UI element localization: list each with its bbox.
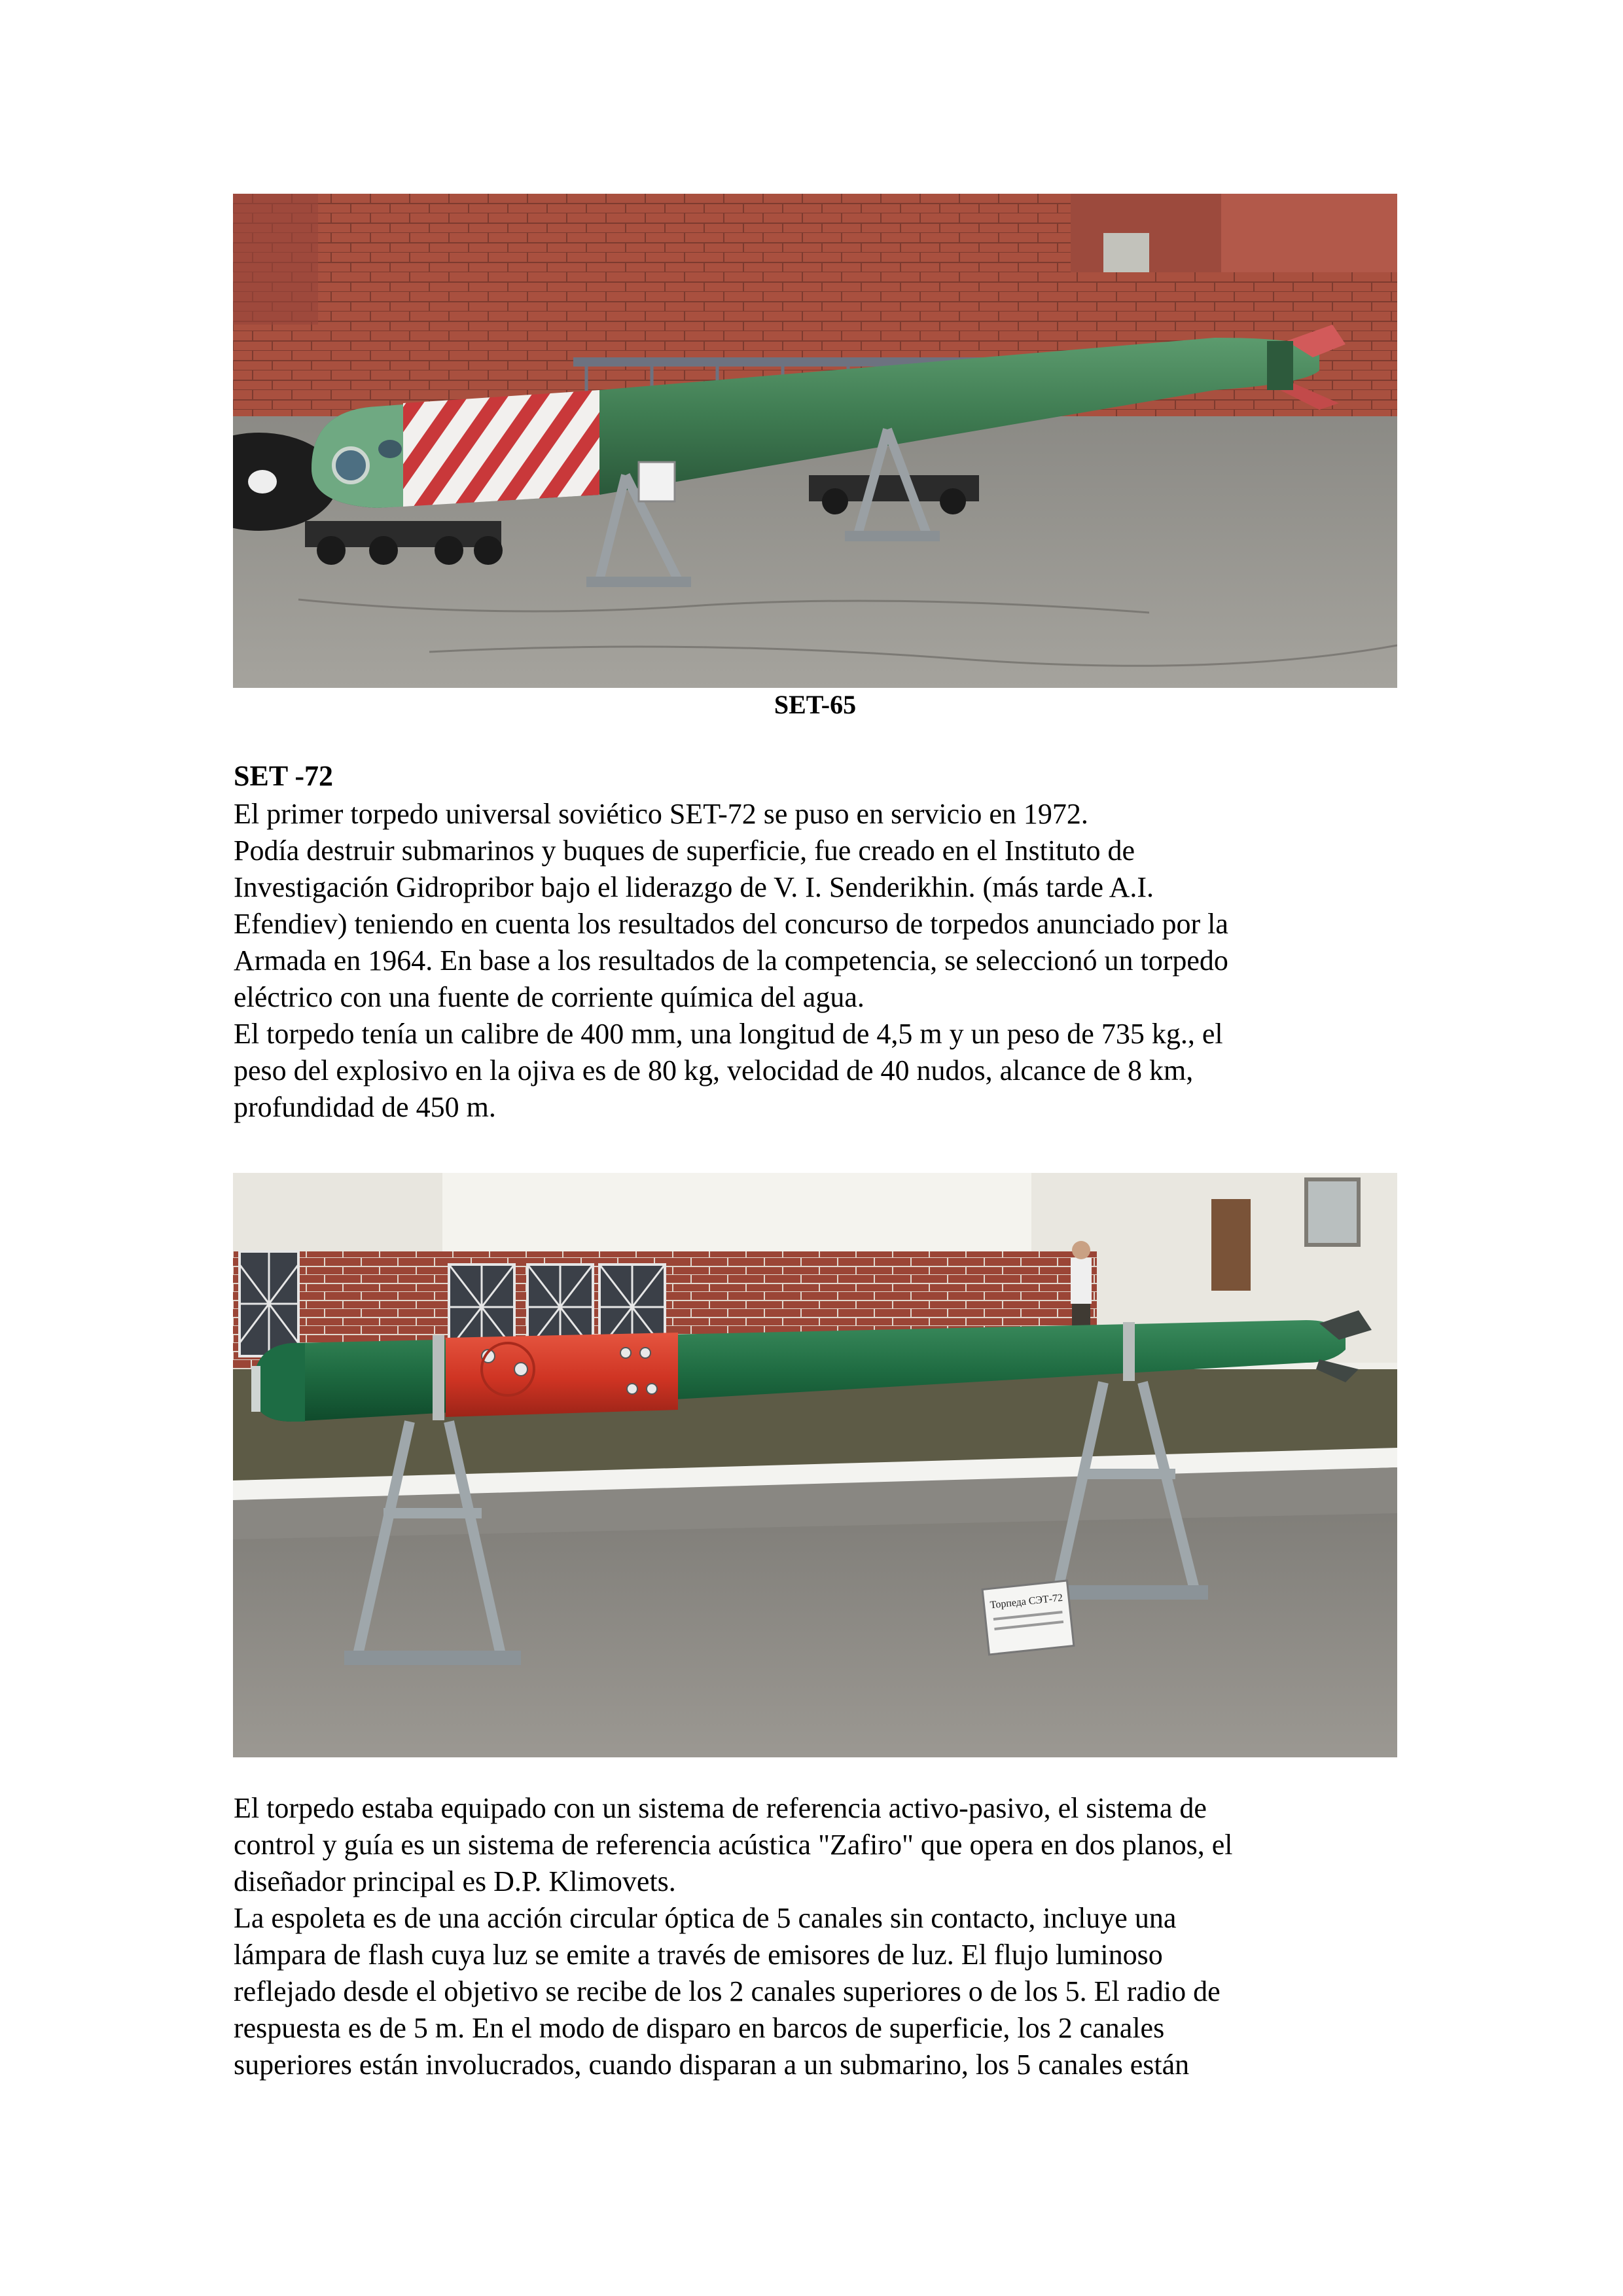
text-line: reflejado desde el objetivo se recibe de los 2 canales superiores o de los 5. El radio de xyxy=(234,1975,1221,2007)
text-line: eléctrico con una fuente de corriente química del agua. xyxy=(234,981,865,1013)
set-72-photo xyxy=(233,1173,1397,1757)
figure-caption: SET-65 xyxy=(774,690,857,719)
text-line: control y guía es un sistema de referencia acústica "Zafiro" que opera en dos planos, el xyxy=(234,1829,1233,1861)
text-line: Armada en 1964. En base a los resultados de la competencia, se seleccionó un torpedo xyxy=(234,944,1228,977)
paragraph-block-1 xyxy=(234,796,1405,1126)
text-line: peso del explosivo en la ojiva es de 80 kg, velocidad de 40 nudos, alcance de 8 km, xyxy=(234,1054,1194,1086)
text-line: El torpedo tenía un calibre de 400 mm, una longitud de 4,5 m y un peso de 735 kg., el xyxy=(234,1018,1223,1050)
section-title: SET -72 xyxy=(234,760,334,792)
text-line: superiores están involucrados, cuando disparan a un submarino, los 5 canales están xyxy=(234,2049,1190,2081)
text-line: Podía destruir submarinos y buques de superficie, fue creado en el Instituto de xyxy=(234,834,1135,867)
text-line: Investigación Gidropribor bajo el liderazgo de V. I. Senderikhin. (más tarde A.I. xyxy=(234,871,1154,903)
text-line: El torpedo estaba equipado con un sistema de referencia activo-pasivo, el sistema de xyxy=(234,1792,1207,1824)
text-line: Efendiev) teniendo en cuenta los resultados del concurso de torpedos anunciado por la xyxy=(234,908,1228,940)
text-line: diseñador principal es D.P. Klimovets. xyxy=(234,1865,676,1897)
paragraph-block-2 xyxy=(234,1790,1405,2083)
set-65-photo xyxy=(233,194,1397,688)
text-line: profundidad de 450 m. xyxy=(234,1091,496,1123)
placard-label: Торпеда СЭТ-72 xyxy=(990,1592,1063,1611)
text-line: El primer torpedo universal soviético SET-72 se puso en servicio en 1972. xyxy=(234,798,1088,830)
text-line: lámpara de flash cuya luz se emite a través de emisores de luz. El flujo luminoso xyxy=(234,1939,1163,1971)
text-line: La espoleta es de una acción circular óptica de 5 canales sin contacto, incluye una xyxy=(234,1902,1177,1934)
text-line: respuesta es de 5 m. En el modo de disparo en barcos de superficie, los 2 canales xyxy=(234,2012,1165,2044)
